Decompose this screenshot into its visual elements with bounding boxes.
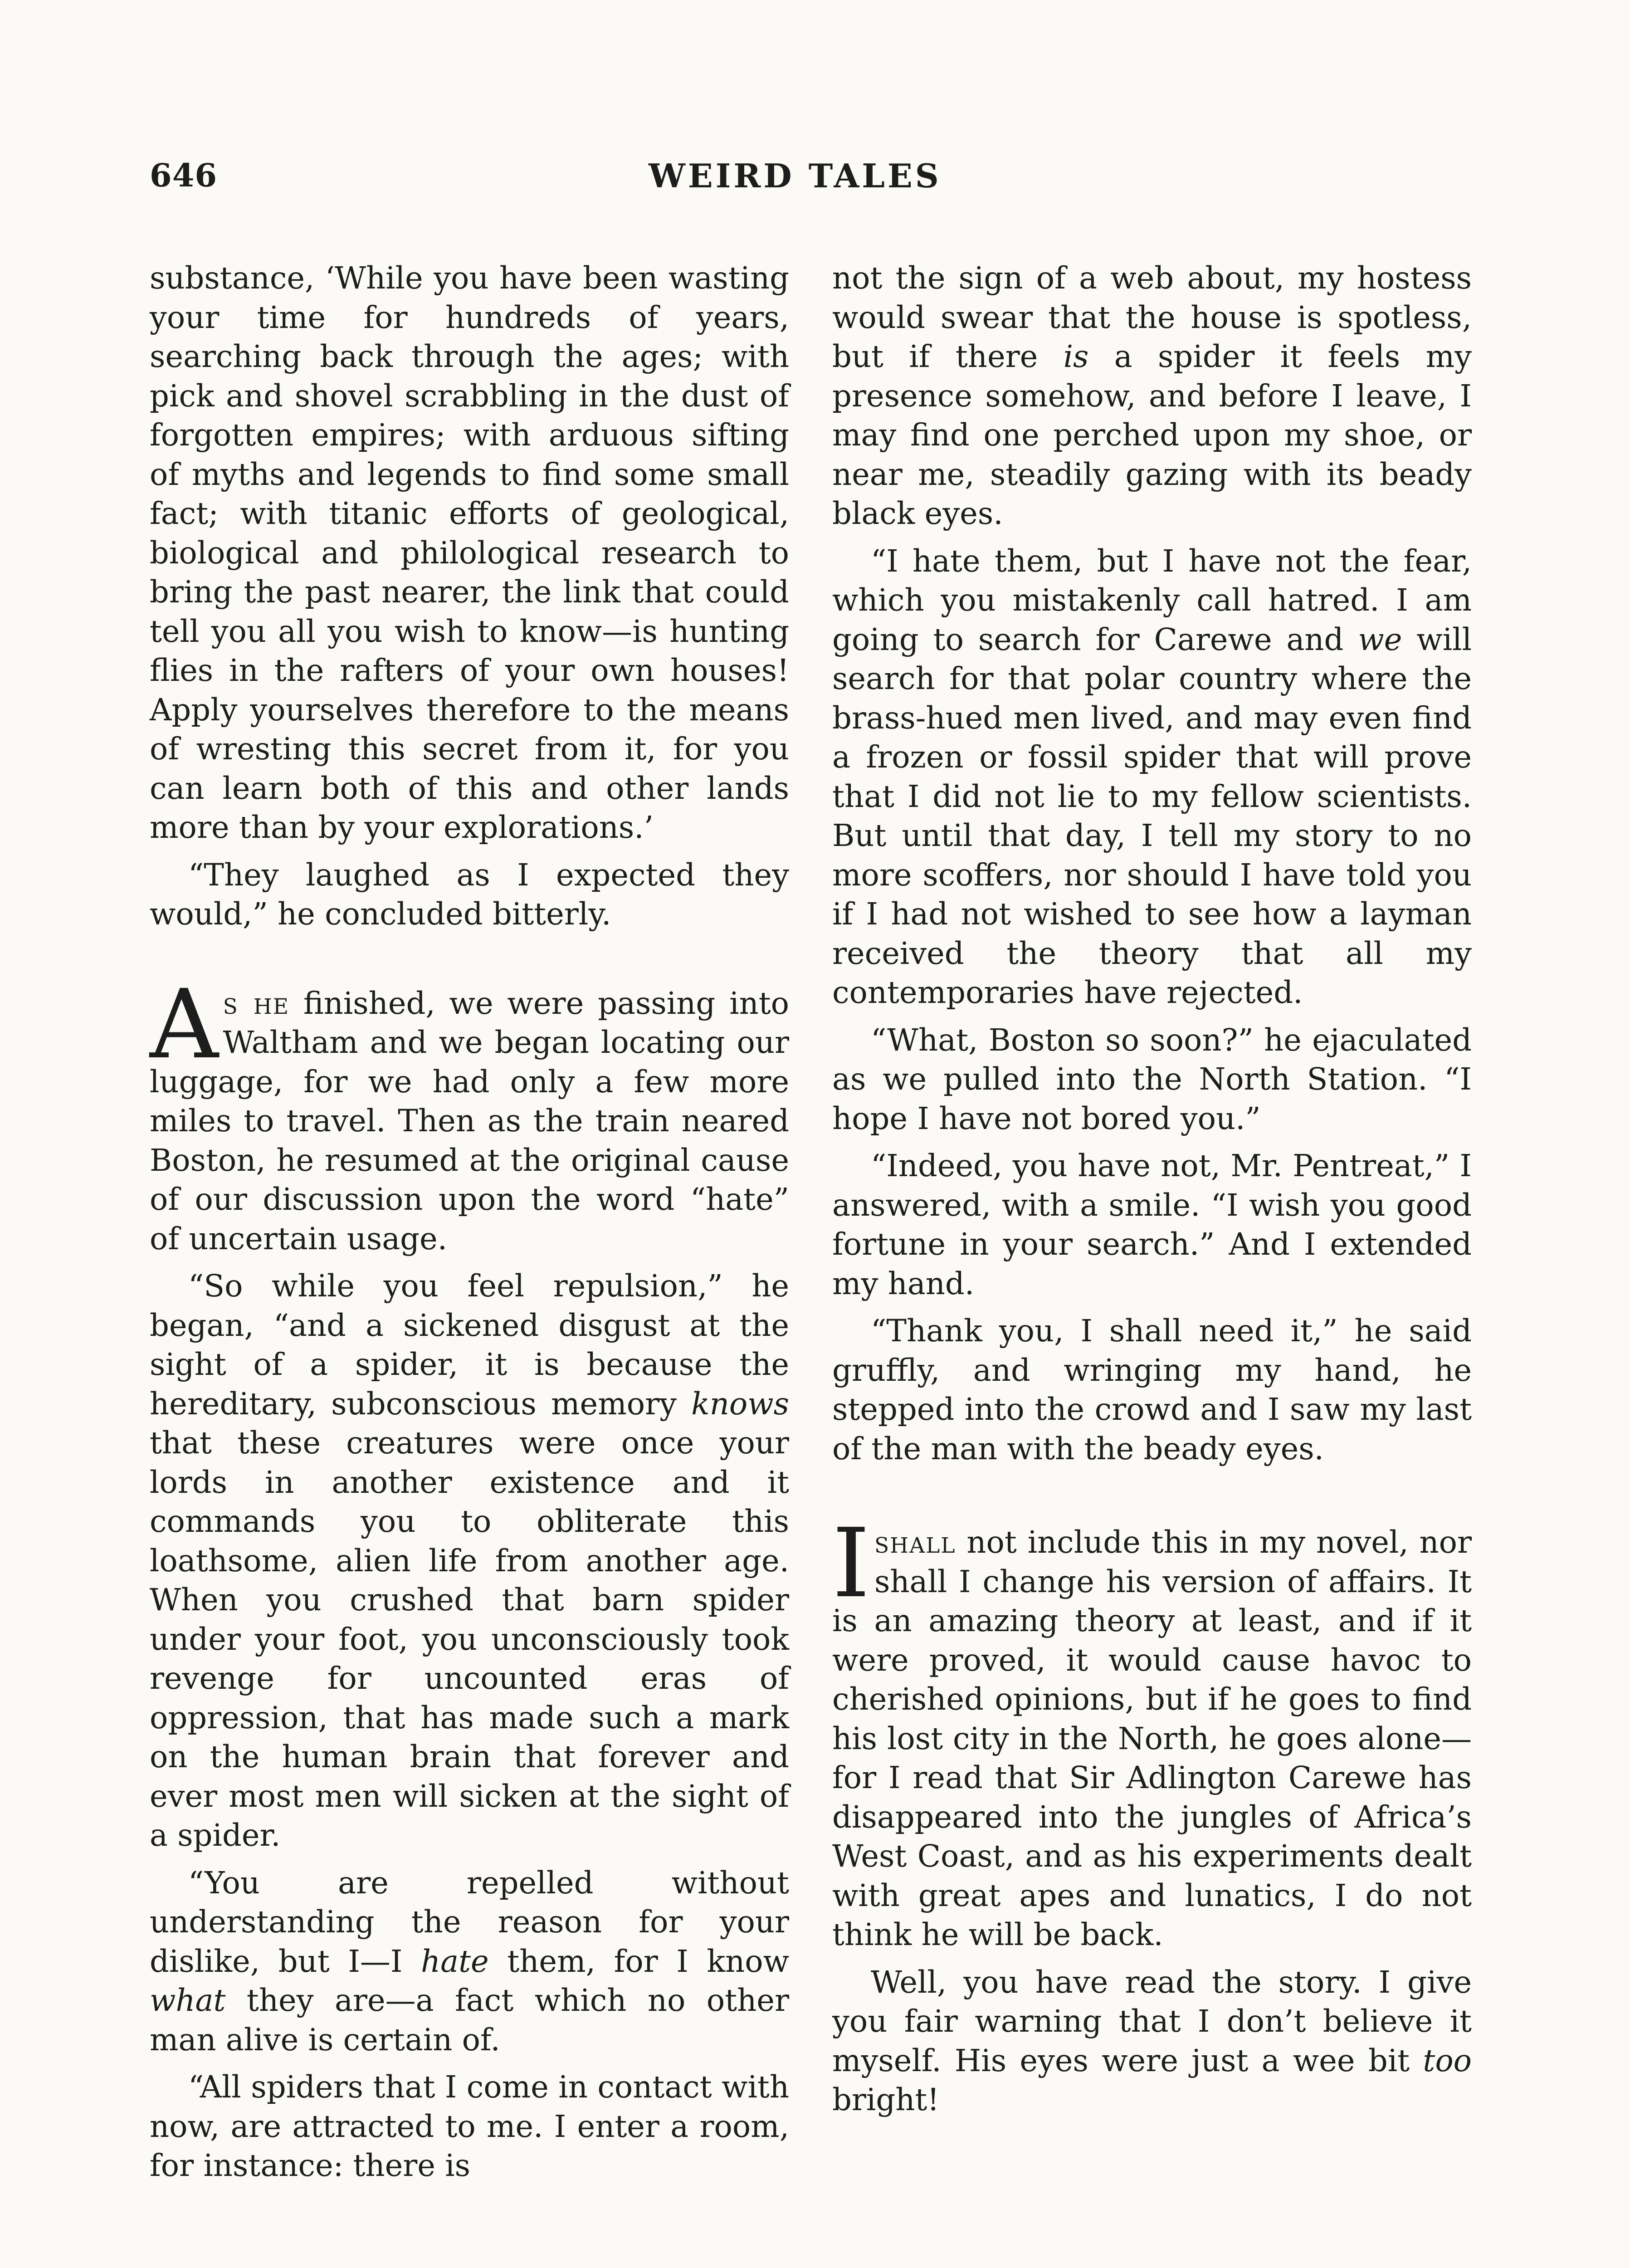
paragraph-text: not include this in my novel, nor shall I change his version of affairs. It is an amazing theory at least, and if it were proved, it would cause havoc to cherished opinions, but if he goes to find his lost city in the North, he goes alone—for I read that Sir Adlington Carewe has disappeared into the jungles of Africa’s West Coast, and as his experiments dealt with great apes and lunatics, I do not think he will be back. <box>832 1525 1472 1952</box>
running-head <box>150 156 961 211</box>
italic-word: knows <box>691 1386 789 1422</box>
paragraph: “Thank you, I shall need it,” he said gruffly, and wringing my hand, he stepped into the crowd and I saw my last of the man with the beady eyes. <box>832 1313 1472 1466</box>
paragraph <box>150 1863 789 2060</box>
paragraph-text: bright! <box>832 2082 940 2117</box>
paragraph-text: that these creatures were once your lords in another existence and it commands you to obliterate this loathsome, alien life from another age. When you crushed that barn spider under your foot, you unconsciously took revenge for uncounted eras of oppression, that has made such a mark on the human brain that forever and ever most men will sicken at the sight of a spider. <box>150 1425 789 1853</box>
section-break <box>150 934 789 984</box>
paragraph-text: “So while you feel repulsion,” he began, “and a sickened disgust at the sight of a spider, it is because the hereditary, subconscious memory <box>150 1268 789 1422</box>
paragraph: “All spiders that I come in contact with now, are attracted to me. I enter a room, for instance: there is <box>150 2069 789 2183</box>
paragraph: “Indeed, you have not, Mr. Pentreat,” I answered, with a smile. “I wish you good fortune in your search.” And I extended my hand. <box>832 1148 1472 1301</box>
magazine-title: WEIRD TALES <box>649 156 942 195</box>
right-column <box>832 259 1472 2120</box>
paragraph <box>832 259 1472 533</box>
section-break <box>832 1468 1472 1523</box>
italic-word: hate <box>421 1943 489 1979</box>
paragraph: “They laughed as I expected they would,” he concluded bitterly. <box>150 857 789 932</box>
paragraph-text: “You are repelled without understanding the reason for your dislike, but I—I <box>150 1865 789 1979</box>
italic-word: is <box>1063 339 1089 374</box>
paragraph-text: them, for I know <box>488 1943 789 1979</box>
paragraph-text: will search for that polar country where the brass-hued men lived, and may even find a frozen or fossil spider that will prove that I did not lie to my fellow scientists. But until that day, I tell my story to no more scoffers, nor should I have told you if I had not wished to see how a layman received the theory that all my contemporaries have rejected. <box>832 621 1472 1010</box>
smallcaps-lead: s he <box>223 985 290 1021</box>
page-number: 646 <box>150 156 218 194</box>
paragraph-text: finished, we were passing into Waltham and we began locating our luggage, for we had only a few more miles to travel. Then as the train neared Boston, he resumed at the original cause of our discussion upon the word “hate” of uncertain usage. <box>150 985 789 1256</box>
paragraph-dropcap <box>832 1508 1472 1955</box>
paragraph-dropcap <box>150 968 789 1259</box>
italic-word: too <box>1423 2043 1472 2078</box>
left-column <box>150 259 789 2185</box>
paragraph-text: “I hate them, but I have not the fear, which you mistakenly call hatred. I am going to search for Carewe and <box>832 543 1472 657</box>
paragraph: substance, ‘While you have been wasting your time for hundreds of years, searching back through the ages; with pick and shovel scrabbling in the dust of forgotten empires; with arduous sifting of myths and legends to find some small fact; with titanic efforts of geological, biological and philological research to bring the past nearer, the link that could tell you all you wish to know—is hunting flies in the rafters of your own houses! Apply yourselves therefore to the means of wresting this secret from it, for you can learn both of this and other lands more than by your explorations.’ <box>150 260 789 845</box>
italic-word: what <box>150 1983 226 2018</box>
drop-cap: I <box>832 1508 870 1619</box>
paragraph <box>150 1266 789 1855</box>
paragraph-text: not the sign of a web about, my hostess would swear that the house is spotless, but if there <box>832 260 1472 374</box>
drop-cap: A <box>150 968 219 1080</box>
italic-word: we <box>1358 621 1402 657</box>
paragraph: “What, Boston so soon?” he ejaculated as we pulled into the North Station. “I hope I have not bored you.” <box>832 1022 1472 1136</box>
paragraph <box>832 1963 1472 2120</box>
paragraph <box>832 542 1472 1012</box>
smallcaps-lead: shall <box>874 1525 956 1560</box>
paragraph-text: Well, you have read the story. I give you fair warning that I don’t believe it myself. His eyes were just a wee bit <box>832 1964 1472 2078</box>
paragraph-text: a spider it feels my presence somehow, and before I leave, I may find one perched upon my shoe, or near me, steadily gazing with its beady black eyes. <box>832 339 1472 531</box>
paragraph-text: they are—a fact which no other man alive is certain of. <box>150 1983 789 2058</box>
